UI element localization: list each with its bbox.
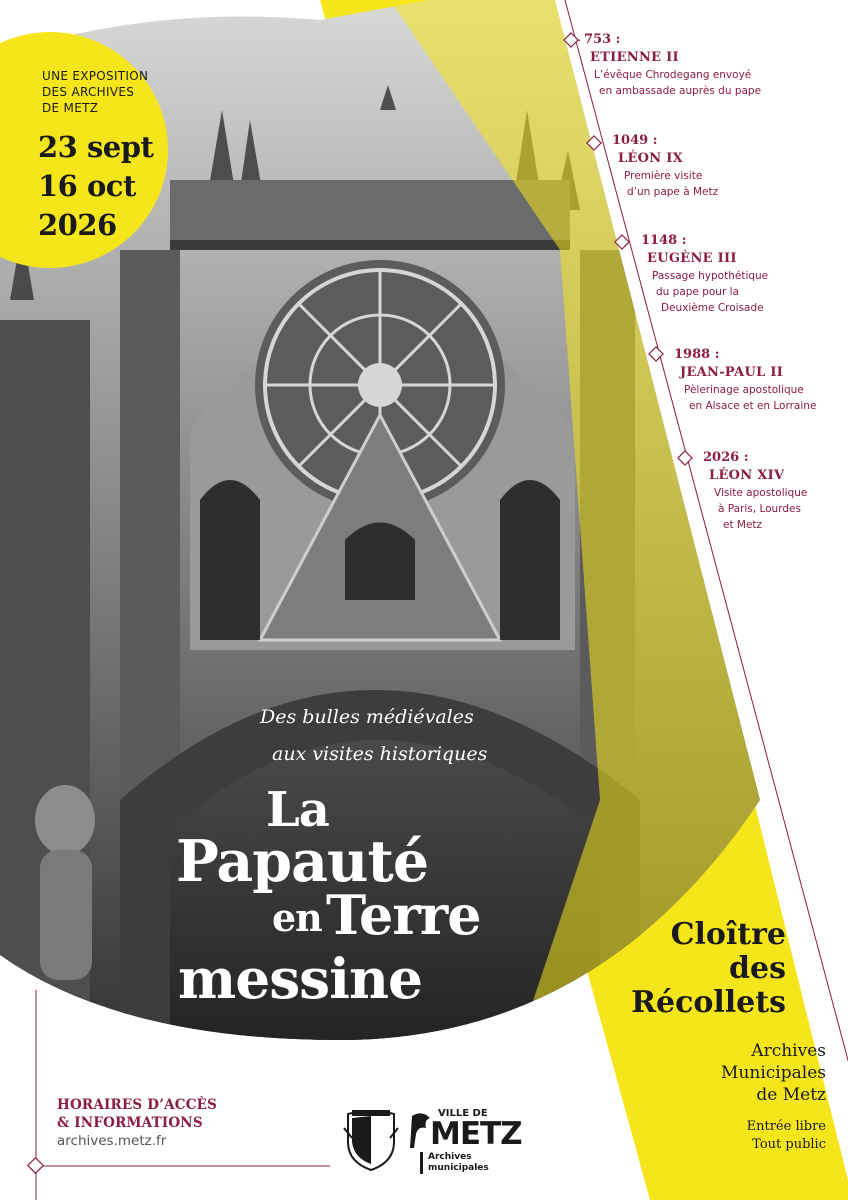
timeline-desc: Première visite	[624, 170, 703, 182]
timeline-desc: en Alsace et en Lorraine	[689, 400, 817, 412]
venue-line-2: des	[729, 951, 786, 986]
logo-bar	[420, 1152, 423, 1174]
timeline-desc: Passage hypothétique	[652, 270, 769, 282]
timeline-desc: Pèlerinage apostolique	[684, 384, 804, 396]
timeline-year: 1148 :	[641, 233, 687, 248]
entry-info	[747, 1118, 826, 1154]
timeline-desc: Visite apostolique	[714, 487, 808, 499]
expo-line-1: UNE EXPOSITION	[42, 69, 149, 83]
timeline-pope: ETIENNE II	[590, 50, 679, 65]
organizer-line-3: de Metz	[756, 1085, 826, 1105]
end-date: 16 oct	[38, 169, 136, 203]
info-website-link[interactable]: archives.metz.fr	[57, 1133, 167, 1149]
coat-of-arms-logo	[342, 1108, 400, 1172]
entry-line-2: Tout public	[752, 1137, 826, 1152]
entry-line-1: Entrée libre	[746, 1119, 826, 1134]
venue-name	[631, 918, 786, 1020]
logo-sub-2: municipales	[428, 1163, 489, 1173]
timeline-item-3	[641, 232, 768, 316]
timeline-desc: à Paris, Lourdes	[718, 503, 801, 515]
info-heading-2: & INFORMATIONS	[57, 1115, 203, 1131]
venue-line-3: Récollets	[631, 985, 786, 1020]
timeline-desc: L’évêque Chrodegang envoyé	[594, 69, 752, 81]
timeline-year: 753 :	[584, 32, 621, 47]
title-line-papaute: Papauté	[176, 828, 429, 895]
timeline-pope: JEAN-PAUL II	[680, 365, 784, 380]
timeline-item-5	[703, 449, 807, 533]
organizer-line-2: Municipales	[721, 1063, 826, 1083]
coat-of-arms-icon	[342, 1108, 400, 1172]
title-line-la: La	[266, 782, 329, 838]
timeline-desc: du pape pour la	[656, 286, 739, 298]
logo-metz: METZ	[430, 1116, 522, 1152]
timeline-pope: LÉON XIV	[709, 468, 785, 483]
subtitle-line-2: aux visites historiques	[272, 743, 488, 765]
timeline-year: 1988 :	[674, 347, 720, 362]
logo-sub-1: Archives	[428, 1152, 472, 1162]
frame-marker	[28, 1158, 44, 1174]
organizer	[721, 1040, 826, 1106]
venue-line-1: Cloître	[670, 917, 786, 952]
exposition-dates	[38, 128, 153, 245]
subtitle-line-1: Des bulles médiévales	[260, 706, 474, 728]
expo-line-2: DES ARCHIVES	[42, 85, 135, 99]
timeline-desc: Deuxième Croisade	[661, 302, 764, 314]
timeline-year: 1049 :	[612, 133, 658, 148]
timeline-desc: en ambassade auprès du pape	[599, 85, 762, 97]
info-heading-1: HORAIRES D’ACCÈS	[57, 1097, 218, 1113]
ville-de-metz-logo	[408, 1108, 522, 1176]
timeline-year: 2026 :	[703, 450, 749, 465]
logo-ville-de: VILLE DE	[438, 1108, 488, 1119]
timeline-pope: LÉON IX	[618, 151, 684, 166]
timeline-desc: et Metz	[723, 519, 763, 531]
timeline-item-2	[612, 132, 718, 200]
expo-line-3: DE METZ	[42, 101, 99, 115]
timeline-pope: EUGÈNE III	[647, 251, 737, 266]
year: 2026	[38, 208, 117, 242]
start-date: 23 sept	[38, 130, 154, 164]
title-line-messine: messine	[178, 946, 422, 1011]
organizer-line-1: Archives	[751, 1041, 826, 1061]
timeline-item-4	[674, 346, 816, 414]
exposition-label	[42, 68, 148, 116]
timeline-marker-5	[678, 451, 692, 465]
info-block	[57, 1096, 217, 1150]
timeline-item-1	[584, 31, 761, 99]
timeline-desc: d’un pape à Metz	[627, 186, 719, 198]
title-word-en: en	[272, 895, 322, 940]
title-word-terre: Terre	[326, 883, 481, 947]
